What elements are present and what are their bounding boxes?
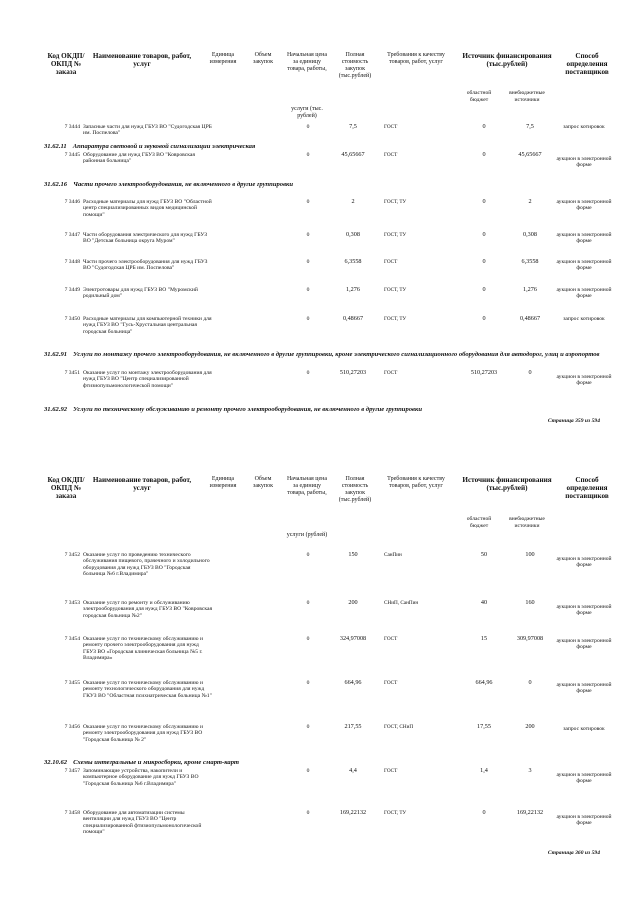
row-regional: 0 <box>482 123 486 130</box>
row-extra: 0 <box>528 679 532 686</box>
row-name: Электротовары для нужд ГБУЗ ВО "Муромский родильный дом" <box>83 287 198 300</box>
section-text: Схемы интегральные и микросборки, кроме смарт-карт <box>73 759 240 766</box>
row-code: 7 3458 <box>64 810 80 816</box>
row-regional: 0 <box>482 231 486 238</box>
row-requirements: СНиП, СанПин <box>384 600 419 606</box>
header-method: Способ определения поставщиков <box>565 52 609 76</box>
row-method: аукцион в электронной форме <box>556 772 612 785</box>
header-price: Начальная цена за единицу товара, работы, <box>286 476 328 496</box>
row-regional: 0 <box>482 286 486 293</box>
row-requirements: СанПин <box>384 552 402 558</box>
row-regional: 0 <box>482 198 486 205</box>
row-extra: 309,97008 <box>516 635 544 642</box>
row-requirements: ГОСТ, ТУ <box>384 316 407 322</box>
row-requirements: ГОСТ, ТУ <box>384 199 407 205</box>
row-code: 7 3456 <box>64 724 80 730</box>
row-method: запрос котировок <box>563 316 605 322</box>
row-method: аукцион в электронной форме <box>556 682 612 695</box>
row-price: 0 <box>306 259 310 265</box>
row-code: 7 3449 <box>64 287 80 293</box>
row-method: аукцион в электронной форме <box>556 199 612 212</box>
header-extra: внебюджетные источники <box>509 90 545 103</box>
row-price: 0 <box>306 370 310 376</box>
row-total: 6,3558 <box>344 258 362 265</box>
row-extra: 100 <box>525 551 535 558</box>
row-price: 0 <box>306 810 310 816</box>
row-code: 7 3444 <box>64 124 80 130</box>
page-number: Страница 359 из 594 <box>547 418 600 424</box>
row-regional: 510,27203 <box>470 369 498 376</box>
row-price: 0 <box>306 199 310 205</box>
section-code: 31.62.11 <box>44 143 67 150</box>
row-regional: 0 <box>482 258 486 265</box>
row-method: запрос котировок <box>563 124 605 130</box>
header-code: Код ОКДП/ ОКПД № заказа <box>47 52 85 76</box>
row-method: запрос котировок <box>563 726 605 732</box>
row-extra: 45,65667 <box>518 151 542 158</box>
row-name: Части прочего электрооборудования для нужд ГБУЗ ВО "Судогодская ЦРБ им. Поспелова" <box>83 259 208 272</box>
header-funding: Источник финансирования (тыс.рублей) <box>462 52 552 68</box>
row-code: 7 3452 <box>64 552 80 558</box>
row-regional: 1,4 <box>480 767 488 774</box>
header-regional: областной бюджет <box>466 90 492 103</box>
row-extra: 0,308 <box>523 231 537 238</box>
row-regional: 15 <box>480 635 488 642</box>
row-price: 0 <box>306 600 310 606</box>
header-price-note: услуги (тыс. рублей) <box>291 106 323 119</box>
row-code: 7 3454 <box>64 636 80 642</box>
header-total: Полная стоимость закупок (тыс.рублей) <box>338 476 372 503</box>
row-price: 0 <box>306 124 310 130</box>
section-code: 31.62.16 <box>44 181 68 188</box>
row-price: 0 <box>306 724 310 730</box>
section-text: Услуги по монтажу прочего электрооборудования, не включенного в другие группировки, кроме электрического сигнализационного оборудования для автодорог, улиц и аэропортов <box>73 351 600 358</box>
header-name: Наименование товаров, работ, услуг <box>92 52 192 68</box>
row-name: Оказание услуг по техническому обслуживанию и ремонту прочего электрооборудования для нужд ГБУЗ ВО «Городская клиническая больница №5 г. Владимира» <box>83 636 203 662</box>
row-total: 2 <box>351 198 355 205</box>
row-price: 0 <box>306 552 310 558</box>
row-method: аукцион в электронной форме <box>556 287 612 300</box>
row-method: аукцион в электронной форме <box>556 604 612 617</box>
row-name: Запоминающие устройства, накопители и компьютерное оборудование для нужд ГБУЗ ВО "Городская больница №6 г.Владимира" <box>83 768 199 787</box>
row-price: 0 <box>306 232 310 238</box>
header-extra: внебюджетные источники <box>509 516 545 529</box>
row-regional: 664,96 <box>475 679 493 686</box>
row-total: 7,5 <box>349 123 357 130</box>
row-requirements: ГОСТ, ТУ <box>384 810 407 816</box>
row-total: 217,55 <box>344 723 362 730</box>
row-requirements: ГОСТ <box>384 768 398 774</box>
row-total: 0,308 <box>346 231 360 238</box>
header-unit: Единица измерения <box>209 52 237 65</box>
row-name: Оказание услуг по техническому обслуживанию и ремонту электрооборудования для нужд ГБУЗ ВО "Городская больница № 2" <box>83 724 203 743</box>
row-requirements: ГОСТ, ТУ <box>384 287 407 293</box>
row-requirements: ГОСТ, ТУ <box>384 232 407 238</box>
header-total: Полная стоимость закупок (тыс.рублей) <box>338 52 372 79</box>
header-code: Код ОКДП/ ОКПД № заказа <box>47 476 85 500</box>
section-heading <box>44 351 604 358</box>
row-requirements: ГОСТ <box>384 259 398 265</box>
header-funding: Источник финансирования (тыс.рублей) <box>462 476 552 492</box>
header-volume: Объем закупок <box>253 476 273 489</box>
row-method: аукцион в электронной форме <box>556 232 612 245</box>
section-text: Услуги по техническому обслуживанию и ремонту прочего электрооборудования, не включенного в другие группировки <box>73 406 423 413</box>
row-extra: 160 <box>525 599 535 606</box>
row-regional: 17,55 <box>477 723 491 730</box>
header-method: Способ определения поставщиков <box>565 476 609 500</box>
row-regional: 50 <box>480 551 488 558</box>
row-code: 7 3457 <box>64 768 80 774</box>
row-code: 7 3445 <box>64 152 80 158</box>
header-volume: Объем закупок <box>253 52 273 65</box>
row-total: 0,48667 <box>342 315 364 322</box>
header-price: Начальная цена за единицу товара, работы, <box>286 52 328 72</box>
row-extra: 1,276 <box>523 286 537 293</box>
section-heading <box>44 759 604 766</box>
row-code: 7 3446 <box>64 199 80 205</box>
section-heading <box>44 181 604 188</box>
row-total: 200 <box>348 599 358 606</box>
header-requirements: Требования к качеству товаров, работ, услуг <box>387 52 445 65</box>
header-requirements: Требования к качеству товаров, работ, услуг <box>387 476 445 489</box>
row-requirements: ГОСТ <box>384 370 398 376</box>
row-requirements: ГОСТ <box>384 152 398 158</box>
row-code: 7 3451 <box>64 370 80 376</box>
row-name: Части оборудования электрического для нужд ГБУЗ ВО "Детская больница округа Муром" <box>83 232 208 245</box>
row-price: 0 <box>306 680 310 686</box>
row-method: аукцион в электронной форме <box>556 556 612 569</box>
row-code: 7 3455 <box>64 680 80 686</box>
header-name: Наименование товаров, работ, услуг <box>92 476 192 492</box>
row-requirements: ГОСТ <box>384 680 398 686</box>
section-code: 31.62.92 <box>44 406 68 413</box>
row-price: 0 <box>306 287 310 293</box>
row-extra: 7,5 <box>526 123 534 130</box>
row-name: Расходные материалы для компьютерной техники для нужд ГБУЗ ВО "Гусь-Хрустальная центральная городская больница" <box>83 316 212 335</box>
row-extra: 2 <box>528 198 532 205</box>
row-total: 664,96 <box>344 679 362 686</box>
row-code: 7 3450 <box>64 316 80 322</box>
row-regional: 0 <box>482 809 486 816</box>
section-heading <box>44 143 604 150</box>
row-total: 1,276 <box>346 286 360 293</box>
row-regional: 0 <box>482 151 486 158</box>
page-number: Страница 360 из 594 <box>547 850 600 856</box>
row-total: 169,22132 <box>339 809 367 816</box>
section-text: Части прочего электрооборудования, не включенного в другие группировки <box>73 181 294 188</box>
row-price: 0 <box>306 316 310 322</box>
row-regional: 40 <box>480 599 488 606</box>
row-extra: 6,3558 <box>521 258 539 265</box>
header-regional: областной бюджет <box>466 516 492 529</box>
row-code: 7 3448 <box>64 259 80 265</box>
row-price: 0 <box>306 636 310 642</box>
row-name: Оказание услуг по ремонту и обслуживанию электрооборудования для нужд ГБУЗ ВО "Ковровская городская больница №2" <box>83 600 213 619</box>
row-extra: 3 <box>528 767 532 774</box>
row-requirements: ГОСТ <box>384 636 398 642</box>
row-requirements: ГОСТ, СНиП <box>384 724 414 730</box>
row-total: 4,4 <box>349 767 357 774</box>
row-name: Оказание услуг по монтажу электрооборудования для нужд ГБУЗ ВО "Центр специализированной фтизиопульмонологической помощи" <box>83 370 212 389</box>
row-price: 0 <box>306 152 310 158</box>
row-name: Запасные части для нужд ГБУЗ ВО "Судогодская ЦРБ им. Поспелова" <box>83 124 212 137</box>
row-method: аукцион в электронной форме <box>556 374 612 387</box>
row-code: 7 3447 <box>64 232 80 238</box>
row-code: 7 3453 <box>64 600 80 606</box>
row-name: Оказание услуг по техническому обслуживанию и ремонту технологического оборудования для нужд ГКУЗ ВО "Областная психиатрическая больница №1" <box>83 680 212 699</box>
row-method: аукцион в электронной форме <box>556 638 612 651</box>
section-heading <box>44 406 604 413</box>
row-total: 510,27203 <box>339 369 367 376</box>
document-page-359 <box>0 0 640 440</box>
row-name: Оборудование для нужд ГБУЗ ВО "Ковровская районная больница" <box>83 152 195 165</box>
section-code: 31.62.91 <box>44 351 68 358</box>
row-total: 150 <box>348 551 358 558</box>
header-unit: Единица измерения <box>209 476 237 489</box>
row-name: Расходные материалы для нужд ГБУЗ ВО "Областной центр специализированных видов медицинской помощи" <box>83 199 212 218</box>
row-requirements: ГОСТ <box>384 124 398 130</box>
row-name: Оборудование для автоматизации системы вентиляции для нужд ГБУЗ ВО "Центр специализированной фтизиопульмонологической помощи" <box>83 810 202 836</box>
row-name: Оказание услуг по проведению технического обслуживания пищевого, прачечного и холодильного оборудования для нужд ГБУЗ ВО "Городская больница №6 г.Владимира" <box>83 552 210 578</box>
row-total: 45,65667 <box>341 151 365 158</box>
row-method: аукцион в электронной форме <box>556 814 612 827</box>
document-page-360 <box>0 460 640 905</box>
row-method: аукцион в электронной форме <box>556 259 612 272</box>
section-code: 32.10.62 <box>44 759 68 766</box>
row-extra: 200 <box>525 723 535 730</box>
row-total: 324,97008 <box>339 635 367 642</box>
row-extra: 169,22132 <box>516 809 544 816</box>
row-extra: 0 <box>528 369 532 376</box>
row-regional: 0 <box>482 315 486 322</box>
row-price: 0 <box>306 768 310 774</box>
row-method: аукцион в электронной форме <box>556 156 612 169</box>
header-price-note: услуги (рублей) <box>286 532 328 538</box>
row-extra: 0,48667 <box>519 315 541 322</box>
section-text: Аппаратура световой и звуковой сигнализации электрическая <box>72 143 256 150</box>
